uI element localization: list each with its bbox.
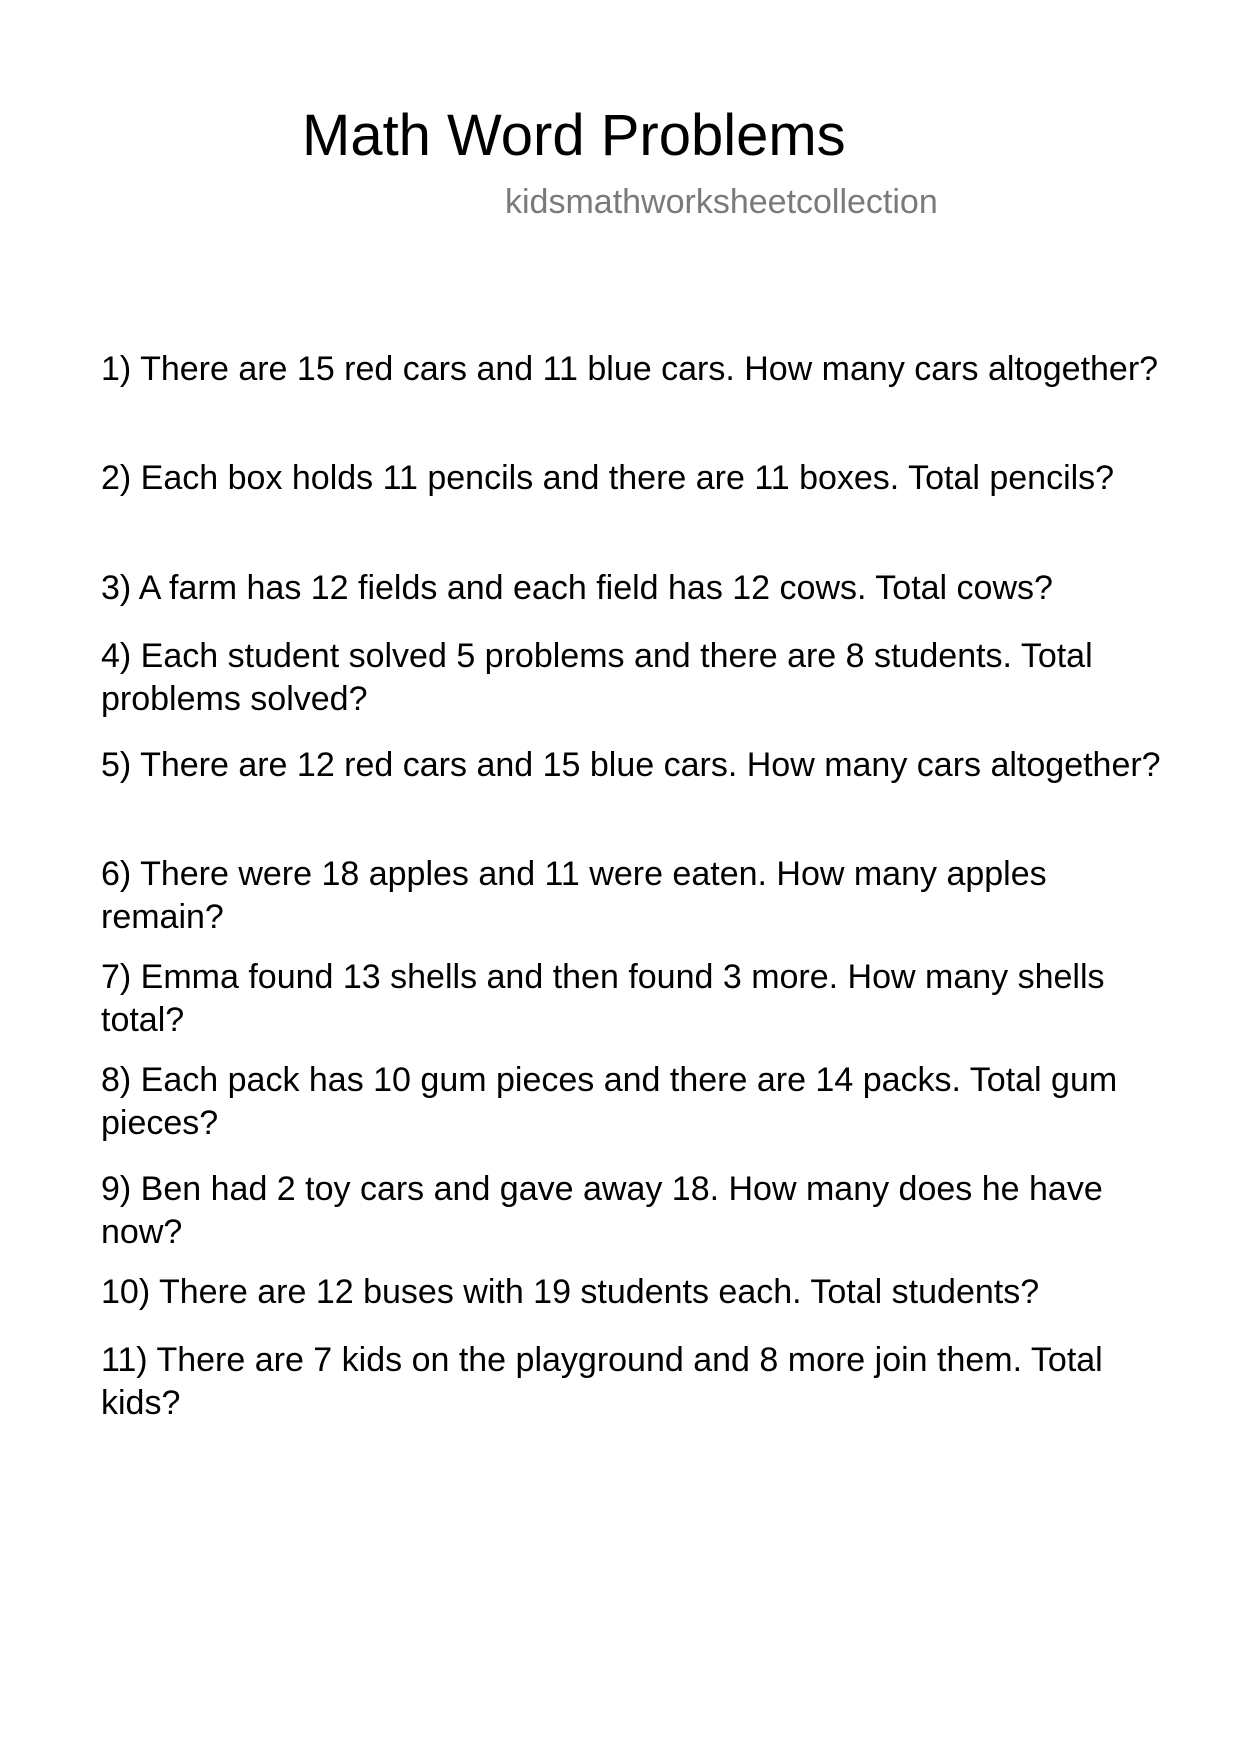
problem-item: 1) There are 15 red cars and 11 blue cars. How many cars altogether? [101,350,1159,388]
problem-item: 6) There were 18 apples and 11 were eaten. How many apples remain? [101,855,1047,936]
problem-item: 8) Each pack has 10 gum pieces and there are 14 packs. Total gum pieces? [101,1061,1118,1142]
problem-item: 10) There are 12 buses with 19 students each. Total students? [101,1273,1040,1311]
problem-item: 4) Each student solved 5 problems and there are 8 students. Total problems solved? [101,637,1093,718]
page-title: Math Word Problems [302,103,846,168]
problem-item: 3) A farm has 12 fields and each field has 12 cows. Total cows? [101,569,1053,607]
problem-item: 7) Emma found 13 shells and then found 3 more. How many shells total? [101,958,1105,1039]
page-subtitle: kidsmathworksheetcollection [505,183,938,221]
problem-item: 11) There are 7 kids on the playground and 8 more join them. Total kids? [101,1341,1103,1422]
problem-item: 5) There are 12 red cars and 15 blue cars. How many cars altogether? [101,746,1161,784]
problem-item: 9) Ben had 2 toy cars and gave away 18. How many does he have now? [101,1170,1103,1251]
problem-item: 2) Each box holds 11 pencils and there are 11 boxes. Total pencils? [101,459,1115,497]
